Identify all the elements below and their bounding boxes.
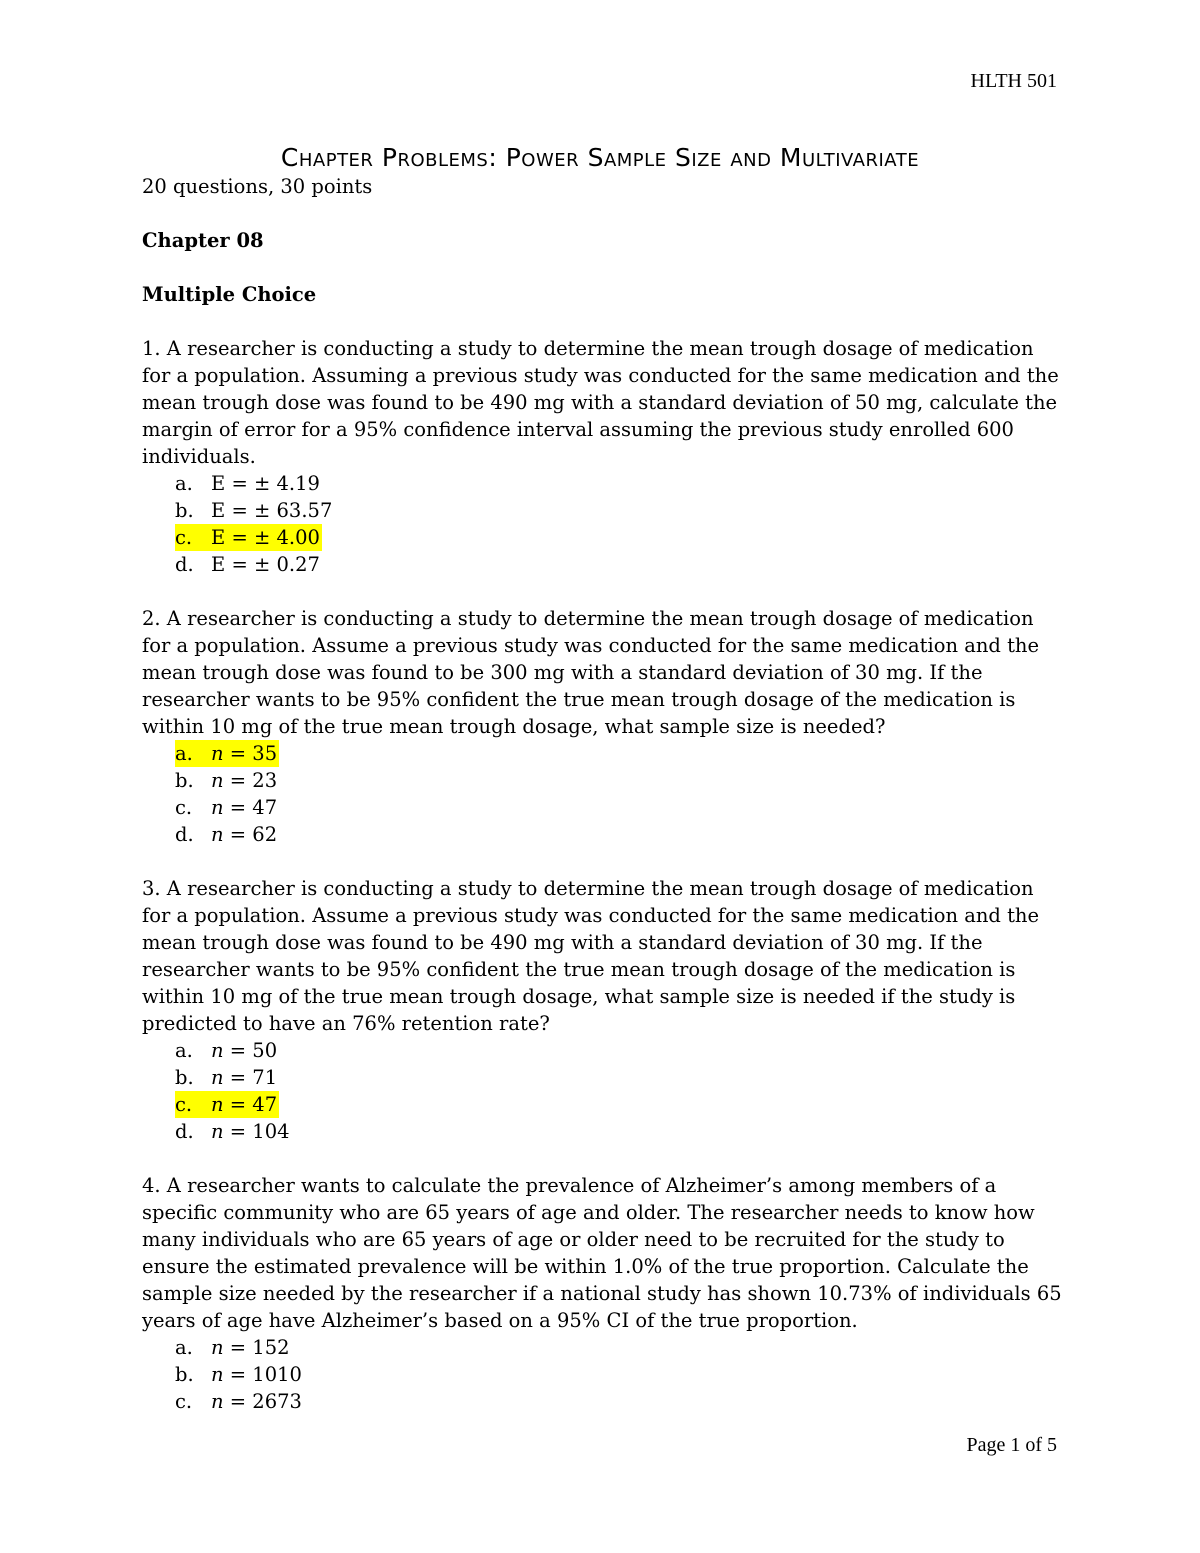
- question-4: [142, 1172, 1062, 1415]
- document-body: [142, 173, 1062, 1415]
- course-code: HLTH 501: [970, 70, 1057, 92]
- option-1a: a. E = ± 4.19: [175, 472, 320, 495]
- question-stem: 2. A researcher is conducting a study to determine the mean trough dosage of medication for a population. Assume a previous study was conducted for the same medication and the mean trough dose was found to be 300 mg with a standard deviation of 30 mg. If the researcher wants to be 95% confident the true mean trough dosage of the medication is within 10 mg of the true mean trough dosage, what sample size is needed?: [142, 607, 1040, 738]
- option-4c: c. n = 2673: [175, 1390, 302, 1413]
- option-1c: c. E = ± 4.00: [175, 526, 320, 549]
- answer-options: [142, 470, 1062, 578]
- option-3b: b. n = 71: [175, 1066, 278, 1089]
- question-2: [142, 605, 1062, 848]
- question-3: [142, 875, 1062, 1145]
- option-1d: d. E = ± 0.27: [175, 553, 320, 576]
- option-2b: b. n = 23: [175, 769, 278, 792]
- document-subtitle: 20 questions, 30 points: [142, 175, 373, 198]
- option-1b: b. E = ± 63.57: [175, 499, 333, 522]
- option-2a: a. n = 35: [175, 742, 278, 765]
- option-2d: d. n = 62: [175, 823, 278, 846]
- answer-options: [142, 1334, 1062, 1415]
- option-3c: c. n = 47: [175, 1093, 278, 1116]
- question-stem: 3. A researcher is conducting a study to determine the mean trough dosage of medication for a population. Assume a previous study was conducted for the same medication and the mean trough dose was found to be 490 mg with a standard deviation of 30 mg. If the researcher wants to be 95% confident the true mean trough dosage of the medication is within 10 mg of the true mean trough dosage, what sample size is needed if the study is predicted to have an 76% retention rate?: [142, 877, 1040, 1035]
- question-stem: 1. A researcher is conducting a study to determine the mean trough dosage of medication for a population. Assuming a previous study was conducted for the same medication and the mean trough dose was found to be 490 mg with a standard deviation of 50 mg, calculate the margin of error for a 95% confidence interval assuming the previous study enrolled 600 individuals.: [142, 337, 1059, 468]
- answer-options: [142, 740, 1062, 848]
- option-4b: b. n = 1010: [175, 1363, 302, 1386]
- answer-options: [142, 1037, 1062, 1145]
- question-stem: 4. A researcher wants to calculate the prevalence of Alzheimer’s among members of a specific community who are 65 years of age and older. The researcher needs to know how many individuals who are 65 years of age or older need to be recruited for the study to ensure the estimated prevalence will be within 1.0% of the true proportion. Calculate the sample size needed by the researcher if a national study has shown 10.73% of individuals 65 years of age have Alzheimer’s based on a 95% CI of the true proportion.: [142, 1174, 1062, 1332]
- page-number: Page 1 of 5: [966, 1434, 1057, 1456]
- question-1: [142, 335, 1062, 578]
- chapter-heading: Chapter 08: [142, 229, 264, 252]
- section-heading: Multiple Choice: [142, 283, 317, 306]
- option-3a: a. n = 50: [175, 1039, 278, 1062]
- option-4a: a. n = 152: [175, 1336, 290, 1359]
- option-3d: d. n = 104: [175, 1120, 290, 1143]
- document-title: Chapter Problems: Power Sample Size and Multivariate: [280, 143, 920, 172]
- option-2c: c. n = 47: [175, 796, 278, 819]
